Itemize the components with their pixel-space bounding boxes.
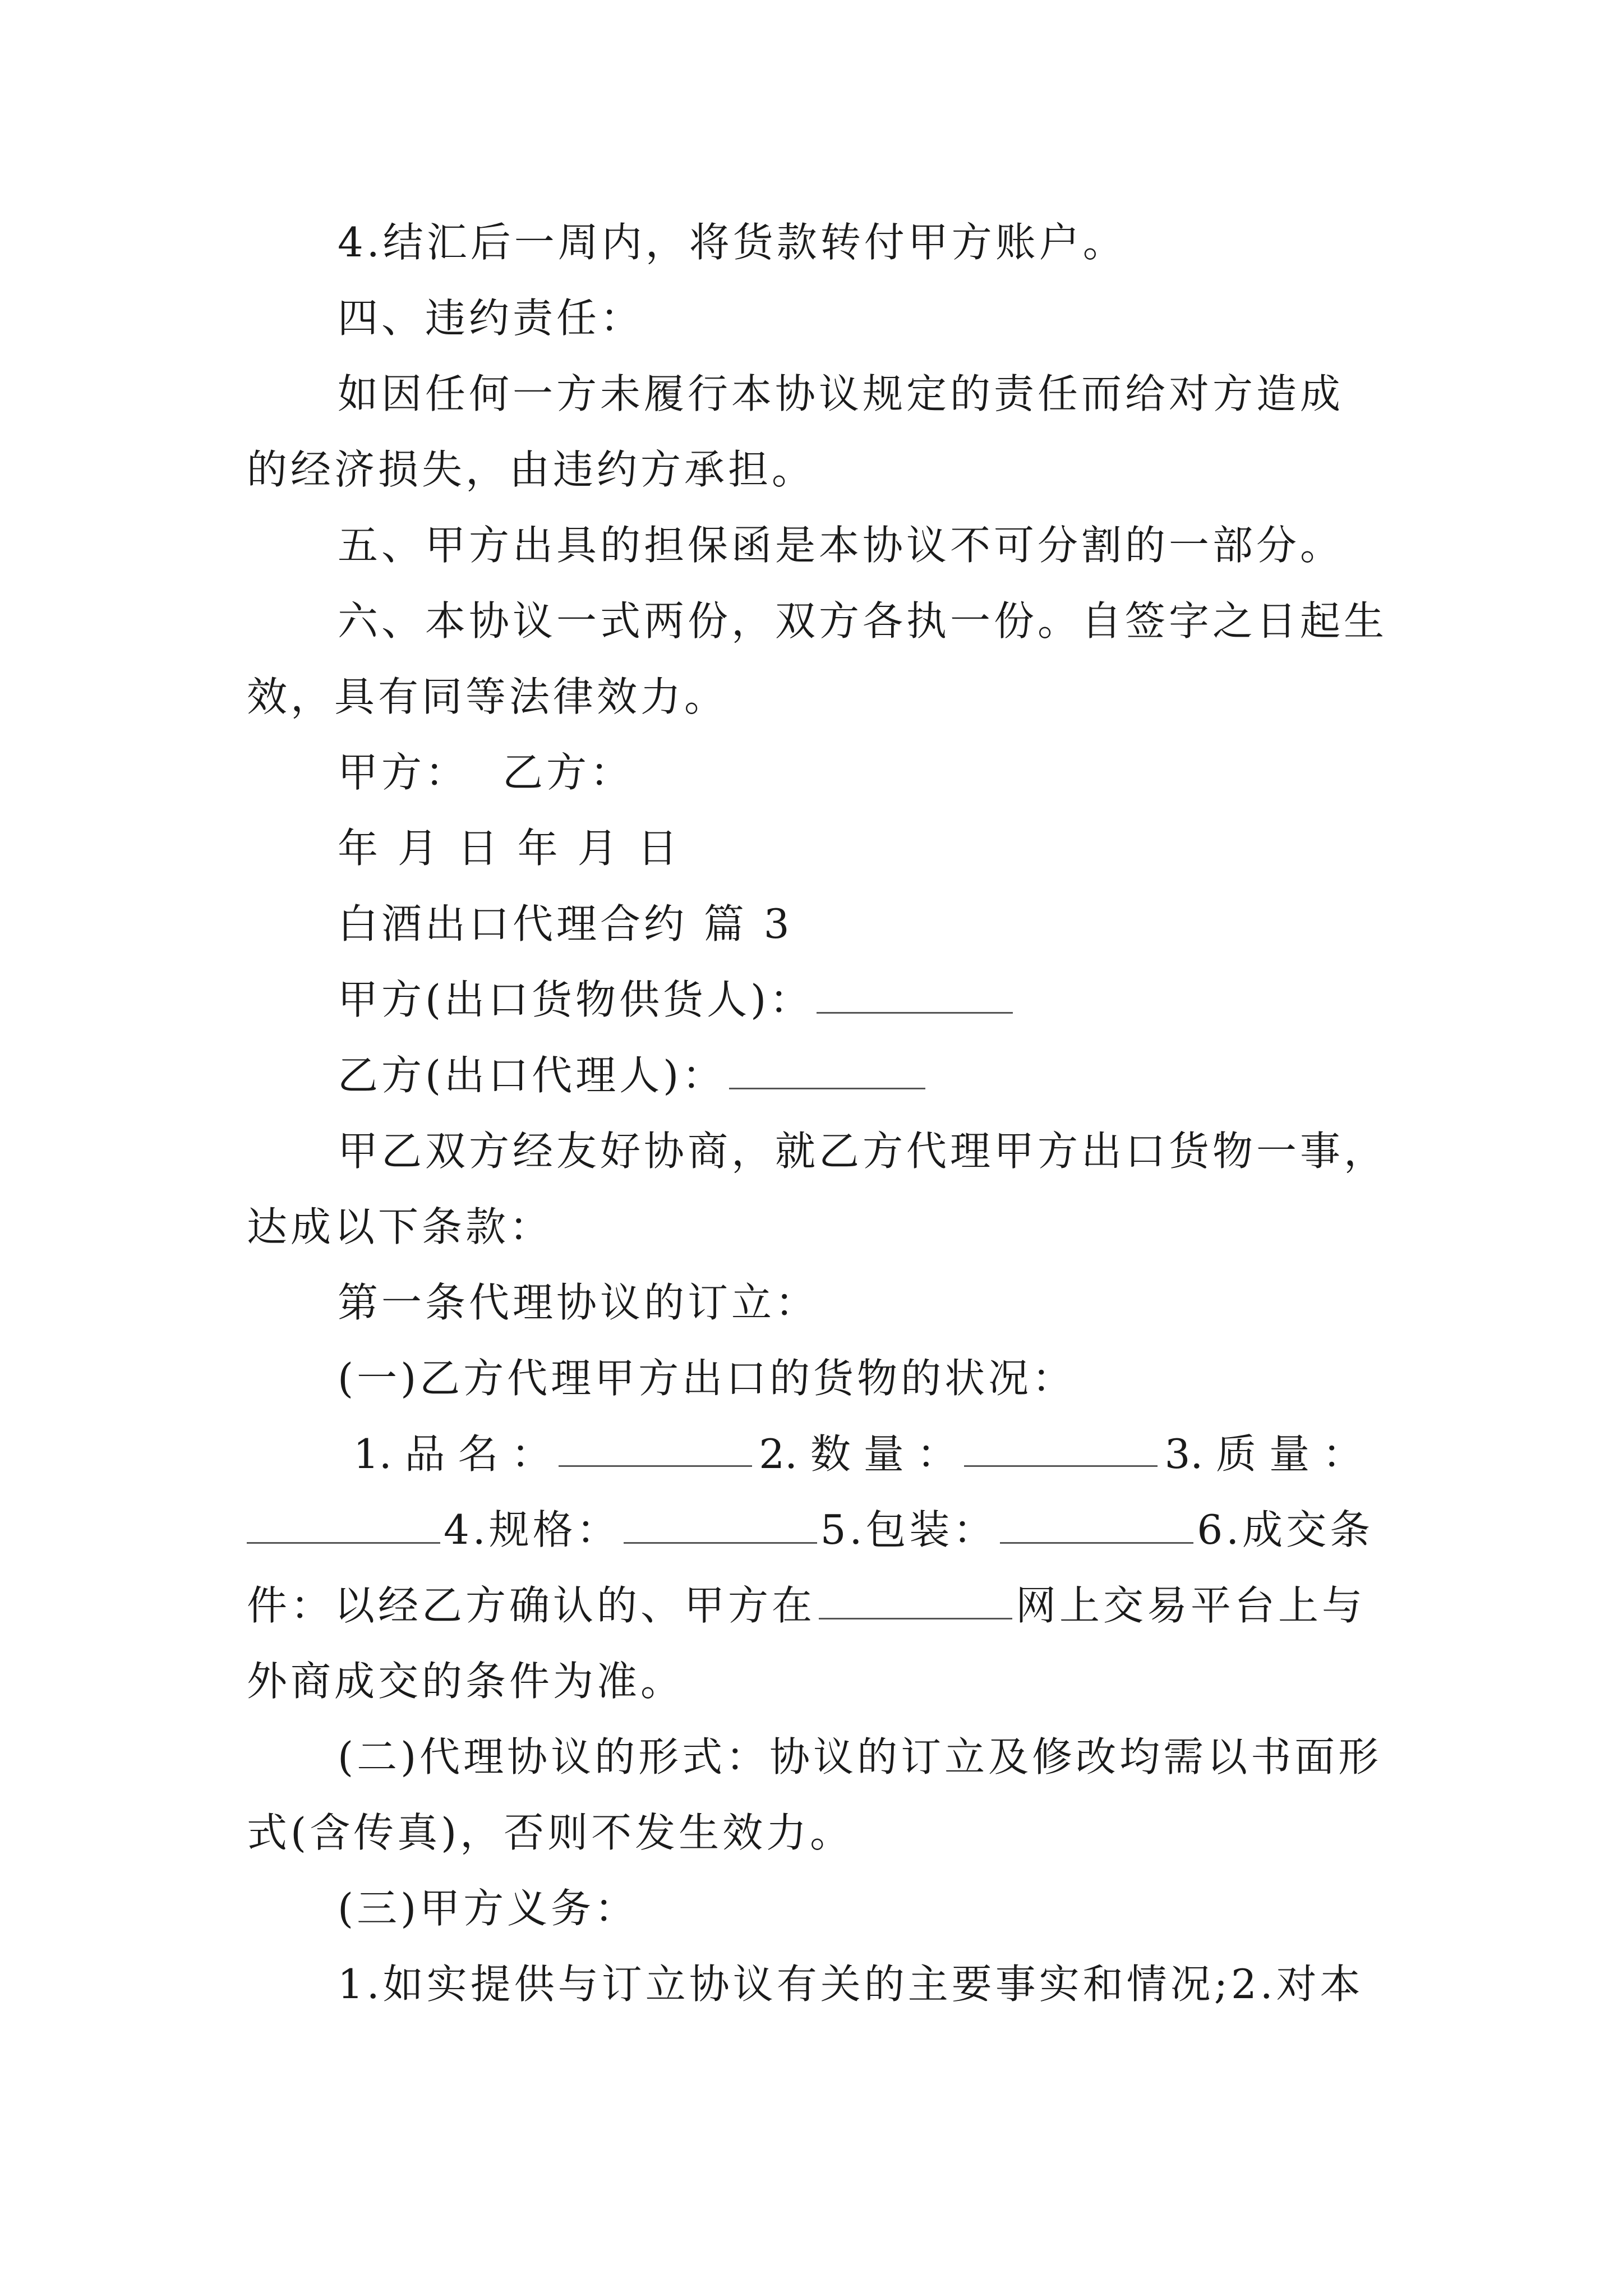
goods-quality-label: 3. 质 量 ： [1164,1430,1363,1478]
paragraph-line: 式(含传真)，否则不发生效力。 [247,1809,854,1856]
signature-parties [338,744,1392,800]
section-heading: 四、违约责任： [338,295,644,342]
paragraph-line: 效，具有同等法律效力。 [247,673,728,720]
paragraph-line: 达成以下条款： [247,1203,554,1250]
subsection-heading: (三)甲方义务： [338,1885,639,1932]
goods-name-label: 1. 品 名 ： [353,1430,552,1478]
blank-line [247,1503,440,1544]
blank-line [817,973,1013,1014]
paragraph-line: 1.如实提供与订立协议有关的主要事实和情况;2.对本 [338,1961,1364,2008]
party-b-field-label: 乙方(出口代理人)： [338,1052,726,1099]
party-b-label: 乙方： [502,749,634,796]
goods-spec-label: 4.规格： [444,1506,620,1553]
subsection-heading: (一)乙方代理甲方出口的货物的状况： [338,1355,1076,1402]
party-a-field [338,972,1392,1028]
paragraph-line: 外商成交的条件为准。 [247,1658,685,1705]
blank-line [819,1579,1012,1619]
party-a-label: 甲方： [338,749,469,796]
terms-text: 件：以经乙方确认的、甲方在 [247,1582,816,1629]
paragraph-line: 4.结汇后一周内，将货款转付甲方账户。 [338,219,1127,266]
goods-terms-line [247,1577,1391,1634]
goods-fields-row-2 [247,1502,1391,1558]
goods-packaging-label: 5.包装： [820,1506,997,1553]
paragraph-line: 五、甲方出具的担保函是本协议不可分割的一部分。 [338,522,1344,569]
party-a-field-label: 甲方(出口货物供货人)： [338,976,814,1023]
signature-dates: 年 月 日 年 月 日 [338,825,681,872]
goods-fields-row [353,1426,1363,1482]
goods-quantity-label: 2. 数 量 ： [759,1430,957,1478]
paragraph-line: 六、本协议一式两份，双方各执一份。自签字之日起生 [338,597,1388,645]
paragraph-line: 甲乙双方经友好协商，就乙方代理甲方出口货物一事， [338,1128,1388,1175]
blank-line [624,1503,817,1544]
goods-terms-label: 6.成交条 [1197,1506,1374,1553]
blank-line [559,1426,752,1467]
party-b-field [338,1047,1392,1103]
blank-line [1000,1503,1193,1544]
paragraph-line: 如因任何一方未履行本协议规定的责任而给对方造成 [338,370,1344,417]
paragraph-line: (二)代理协议的形式：协议的订立及修改均需以书面形 [338,1733,1382,1780]
paragraph-line: 的经济损失，由违约方承担。 [247,446,816,493]
article-heading: 第一条代理协议的订立： [338,1279,819,1326]
terms-text-2: 网上交易平台上与 [1016,1582,1366,1629]
section-title: 白酒出口代理合约 篇 3 [338,900,793,947]
blank-line [729,1048,925,1089]
blank-line [964,1426,1158,1467]
